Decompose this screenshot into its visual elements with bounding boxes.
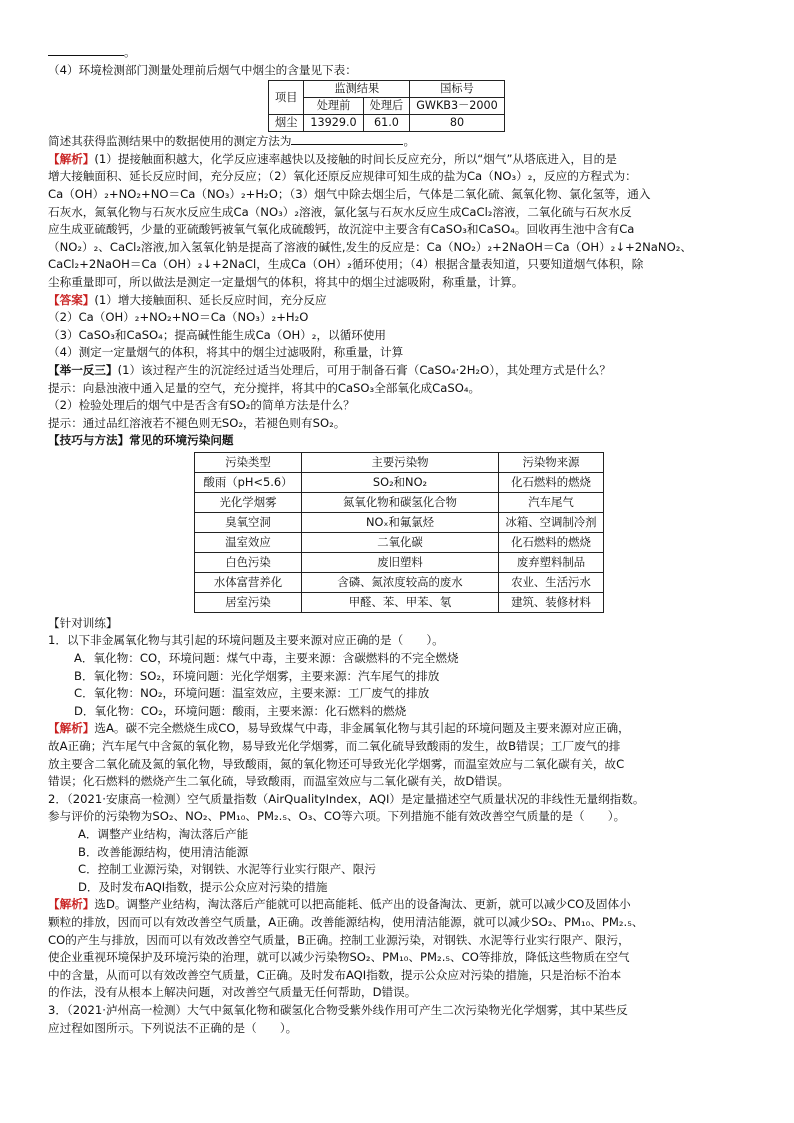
table2-cell: 汽车尾气 (499, 492, 604, 512)
table2-cell: 废弃塑料制品 (499, 552, 604, 572)
analysis-line: 尘称重量即可，所以做法是测定一定量烟气的体积，将其中的烟尘过滤吸附，称重量，计算。 (48, 274, 524, 289)
question-3-stem: 应过程如图所示。下列说法不正确的是（ ）。 (48, 1020, 298, 1035)
question-1-analysis: 错误；化石燃料的燃烧产生二氧化硫，导致酸雨，而温室效应与二氧化碳有关，故D错误。 (48, 774, 510, 789)
question-2-stem: 2．（2021·安康高一检测）空气质量指数（AirQualityIndex，AQI）是定量描述空气质量状况的非线性无量纲指数。 (48, 791, 645, 806)
tips-label: 【技巧与方法】 (48, 433, 130, 448)
table1-row-label: 烟尘 (269, 115, 304, 132)
extend-question: 【举一反三】(1）该过程产生的沉淀经过适当处理后，可用于制备石膏（CaSO₄·2H₂O），其处理方式是什么？ (48, 362, 611, 377)
table1-before: 处理前 (304, 98, 363, 115)
document-page (48, 44, 754, 1037)
table2-header: 污染类型 (195, 452, 302, 472)
table-row (195, 492, 604, 512)
question-1-option-c: C．氧化物：NO₂，环境问题：温室效应，主要来源：工厂废气的排放 (74, 686, 430, 701)
analysis-line: 石灰水，氮氧化物与石灰水反应生成Ca（NO₃）₂溶液，氯化氢与石灰水反应生成CaCl₂溶液，二氧化硫与石灰水反 (48, 204, 632, 219)
table2-cell: 二氧化碳 (302, 532, 499, 552)
question-2-analysis: 【解析】选D。调整产业结构，淘汰落后产能就可以把高能耗、低产出的设备淘汰、更新，就可以减少CO及固体小 (48, 897, 631, 912)
answer-label: 【答案】 (48, 292, 95, 307)
table1-value-standard: 80 (410, 115, 505, 132)
table1-value-before: 13929.0 (304, 115, 363, 132)
table2-cell: 农业、生活污水 (499, 572, 604, 592)
question-2-option-b: B．改善能源结构，使用清洁能源 (78, 844, 249, 859)
question-1-stem: 1．以下非金属氧化物与其引起的环境问题及主要来源对应正确的是（ ）。 (48, 633, 444, 648)
table2-cell: 温室效应 (195, 532, 302, 552)
table2-cell: 光化学烟雾 (195, 492, 302, 512)
table1-standard: GWKB3－2000 (410, 98, 505, 115)
question-2-option-c: C．控制工业源污染，对钢铁、水泥等行业实行限产、限污 (78, 862, 376, 877)
table1-after: 处理后 (363, 98, 410, 115)
question-1-option-b: B．氧化物：SO₂，环境问题：光化学烟雾，主要来源：汽车尾气的排放 (74, 668, 440, 683)
table1-standard-header: 国标号 (410, 81, 505, 98)
question-1-option-d: D．氧化物：CO₂，环境问题：酸雨，主要来源：化石燃料的燃烧 (74, 703, 407, 718)
question-2-stem: 参与评价的污染物为SO₂、NO₂、PM₁₀、PM₂.₅、O₃、CO等六项。下列措施不能有效改善空气质量的是（ ）。 (48, 809, 626, 824)
table-row (195, 572, 604, 592)
table-header-row (195, 452, 604, 472)
table-row (195, 592, 604, 612)
analysis-line: 【解析】(1）提接触面积越大，化学反应速率越快以及接触的时间长反应充分，所以“烟气”从塔底进入，目的是 (48, 151, 617, 166)
table2-cell: 臭氧空洞 (195, 512, 302, 532)
answer-line: （4）测定一定量烟气的体积，将其中的烟尘过滤吸附，称重量，计算 (48, 345, 404, 360)
question-1-analysis: 放主要含二氧化硫及氮的氧化物，导致酸雨，氮的氧化物还可导致光化学烟雾，而温室效应与二氧化碳有关，故C (48, 756, 625, 771)
smoke-dust-table (268, 80, 505, 132)
table2-cell: 化石燃料的燃烧 (499, 472, 604, 492)
extend-answer: 提示：向悬浊液中通入足量的空气，充分搅拌，将其中的CaSO₃全部氧化成CaSO₄。 (48, 380, 481, 395)
question-3-stem: 3．（2021·泸州高一检测）大气中氮氧化物和碳氢化合物受紫外线作用可产生二次污染物光化学烟雾，其中某些反 (48, 1002, 628, 1017)
question-1-analysis: 故A正确；汽车尾气中含氮的氧化物，易导致光化学烟雾，而二氧化硫导致酸雨的发生，故B错误；工厂废气的排 (48, 739, 621, 754)
pollution-table (194, 452, 604, 613)
table-row (195, 552, 604, 572)
answer-line: （2）Ca（OH）₂+NO₂+NO＝Ca（NO₃）₂+H₂O (48, 310, 309, 325)
tips-title: 常见的环境污染问题 (129, 433, 234, 448)
analysis-line: （NO₂）₂、CaCl₂溶液,加入氢氧化钠是提高了溶液的碱性,发生的反应是：Ca（NO₂）₂+2NaOH＝Ca（OH）₂↓+2NaNO₂、 (48, 239, 692, 254)
table1-value-after: 61.0 (363, 115, 410, 132)
analysis-line: Ca（OH）₂+NO₂+NO＝Ca（NO₃）₂+H₂O；（3）烟气中除去烟尘后，气体是二氧化硫、氮氧化物、氯化氢等，通入 (48, 186, 651, 201)
answer-line: （3）CaSO₃和CaSO₄；提高碱性能生成Ca（OH）₂，以循环使用 (48, 327, 387, 342)
table-row (195, 512, 604, 532)
table2-header: 主要污染物 (302, 452, 499, 472)
table2-cell: NOₓ和氟氯烃 (302, 512, 499, 532)
analysis-label: 【解析】 (48, 897, 95, 912)
table2-cell: 甲醛、苯、甲苯、氡 (302, 592, 499, 612)
question-2-analysis: CO的产生与排放，因而可以有效改善空气质量，B正确。控制工业源污染，对钢铁、水泥等行业实行限产、限污， (48, 932, 630, 947)
answer-blank-line: 。 (48, 44, 754, 62)
analysis-label: 【解析】 (48, 721, 95, 736)
brief-question: 简述其获得监测结果中的数据使用的测定方法为 。 (48, 134, 416, 149)
table1-item-header: 项目 (269, 81, 304, 115)
q4-intro: （4）环境检测部门测量处理前后烟气中烟尘的含量见下表： (48, 62, 357, 77)
answer-line: 【答案】(1）增大接触面积、延长反应时间，充分反应 (48, 292, 327, 307)
table-row (195, 532, 604, 552)
question-2-analysis: 中的含量，从而可以有效改善空气质量，C正确。及时发布AQI指数，提示公众应对污染的措施，只是治标不治本 (48, 967, 622, 982)
table2-cell: 水体富营养化 (195, 572, 302, 592)
table2-cell: 氮氧化物和碳氢化合物 (302, 492, 499, 512)
analysis-line: 应生成亚硫酸钙，少量的亚硫酸钙被氧气氧化成硫酸钙，故沉淀中主要含有CaSO₃和CaSO₄。回收再生池中含有Ca (48, 222, 635, 237)
table-row (195, 472, 604, 492)
extend-label: 【举一反三】 (48, 362, 118, 377)
table2-cell: 居室污染 (195, 592, 302, 612)
table2-cell: SO₂和NO₂ (302, 472, 499, 492)
analysis-line: 增大接触面积、延长反应时间，充分反应；（2）氧化还原反应规律可知生成的盐为Ca（NO₃）₂，反应的方程式为： (48, 169, 637, 184)
table1-group-header: 监测结果 (304, 81, 410, 98)
table2-header: 污染物来源 (499, 452, 604, 472)
table2-cell: 白色污染 (195, 552, 302, 572)
table2-cell: 建筑、装修材料 (499, 592, 604, 612)
question-1-option-a: A．氧化物：CO，环境问题：煤气中毒，主要来源：含碳燃料的不完全燃烧 (74, 651, 459, 666)
question-2-option-a: A．调整产业结构，淘汰落后产能 (78, 827, 249, 841)
tips-heading (48, 432, 754, 450)
question-1-analysis: 【解析】选A。碳不完全燃烧生成CO，易导致煤气中毒，非金属氧化物与其引起的环境问题及主要来源对应正确， (48, 721, 630, 736)
table2-cell: 冰箱、空调制冷剂 (499, 512, 604, 532)
table2-cell: 含磷、氮浓度较高的废水 (302, 572, 499, 592)
question-2-analysis: 颗粒的排放，因而可以有效改善空气质量，A正确。改善能源结构，使用清洁能源，就可以减少SO₂、PM₁₀、PM₂.₅、 (48, 914, 644, 929)
training-label: 【针对训练】 (48, 615, 118, 630)
table2-cell: 酸雨（pH<5.6） (195, 472, 302, 492)
extend-question: （2）检验处理后的烟气中是否含有SO₂的简单方法是什么？ (48, 398, 355, 413)
table2-cell: 废旧塑料 (302, 552, 499, 572)
analysis-label: 【解析】 (48, 151, 95, 166)
analysis-line: CaCl₂+2NaOH＝Ca（OH）₂↓+2NaCl，生成Ca（OH）₂循环使用；（4）根据含量表知道，只要知道烟气体积，除 (48, 257, 644, 272)
extend-answer: 提示：通过品红溶液若不褪色则无SO₂，若褪色则有SO₂。 (48, 415, 346, 430)
question-2-option-d: D．及时发布AQI指数，提示公众应对污染的措施 (78, 879, 328, 894)
question-2-analysis: 使企业重视环境保护及环境污染的治理，就可以减少污染物SO₂、PM₁₀、PM₂.₅、CO等排放，降低这些物质在空气 (48, 950, 630, 965)
question-2-analysis: 的作法，没有从根本上解决问题，对改善空气质量无任何帮助，D错误。 (48, 985, 417, 1000)
table2-cell: 化石燃料的燃烧 (499, 532, 604, 552)
